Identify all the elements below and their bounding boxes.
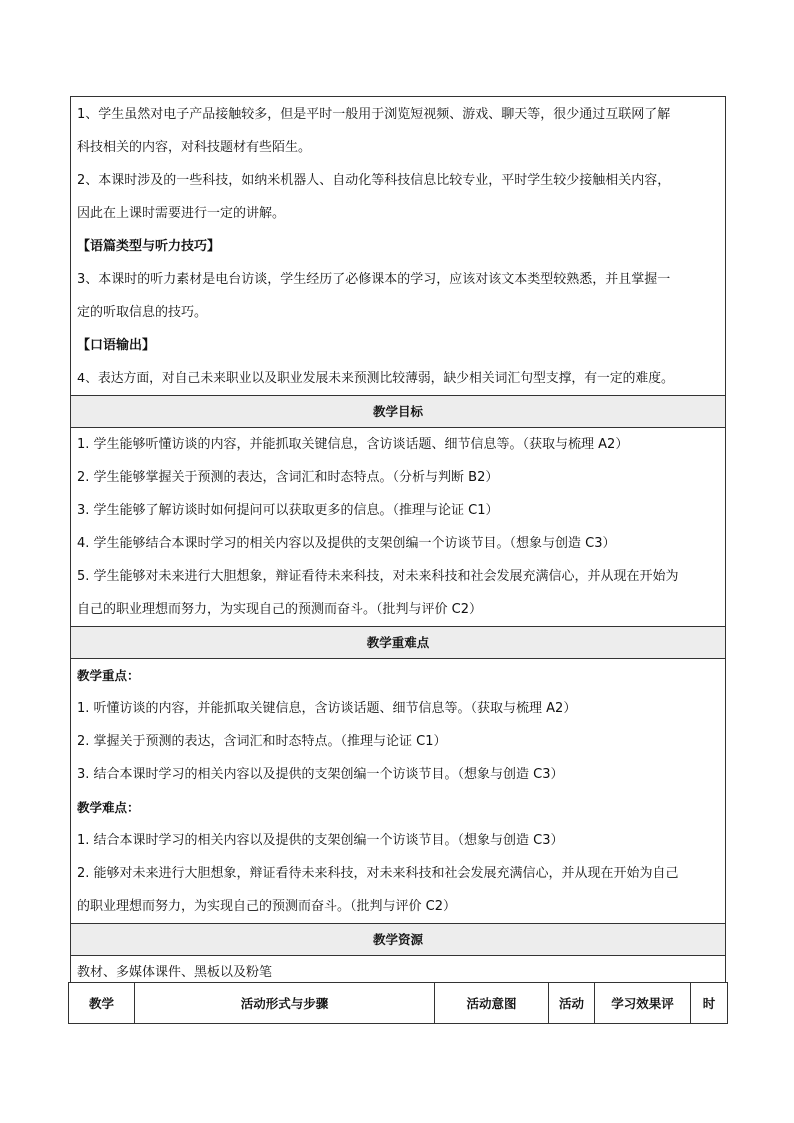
analysis-para-3: 3、本课时的听力素材是电台访谈，学生经历了必修课本的学习，应该对该文本类型较熟悉，并且掌握一	[77, 272, 671, 287]
activity-table-header	[68, 982, 728, 1024]
col-activity-intent: 活动意图	[435, 983, 549, 1023]
student-analysis-cell	[70, 96, 726, 396]
analysis-para-2: 2、本课时涉及的一些科技，如纳米机器人、自动化等科技信息比较专业，平时学生较少接触相关内容，	[77, 173, 671, 188]
lesson-plan-document	[70, 96, 726, 990]
analysis-para-3-cont: 定的听取信息的技巧。	[77, 305, 208, 320]
analysis-para-1-cont: 科技相关的内容，对科技题材有些陌生。	[77, 140, 312, 155]
text-type-heading: 【语篇类型与听力技巧】	[77, 239, 221, 254]
focus-item: 3. 结合本课时学习的相关内容以及提供的支架创编一个访谈节目。（想象与创造 C3）	[77, 767, 564, 782]
focus-label: 教学重点：	[77, 668, 140, 683]
focus-item: 2. 掌握关于预测的表达，含词汇和时态特点。（推理与论证 C1）	[77, 734, 447, 749]
col-activity: 活动	[549, 983, 595, 1023]
difficulty-item: 2. 能够对未来进行大胆想象，辩证看待未来科技，对未来科技和社会发展充满信心，并从现在开始为自己	[77, 866, 679, 881]
objectives-cell	[70, 428, 726, 627]
difficulty-label: 教学难点：	[77, 800, 140, 815]
analysis-para-1: 1、学生虽然对电子产品接触较多，但是平时一般用于浏览短视频、游戏、聊天等，很少通过互联网了解	[77, 107, 671, 122]
difficulty-item: 1. 结合本课时学习的相关内容以及提供的支架创编一个访谈节目。（想象与创造 C3）	[77, 833, 564, 848]
objective-item-cont: 自己的职业理想而努力，为实现自己的预测而奋斗。（批判与评价 C2）	[77, 602, 482, 617]
key-points-header: 教学重难点	[70, 627, 726, 659]
resources-header: 教学资源	[70, 924, 726, 956]
objective-item: 4. 学生能够结合本课时学习的相关内容以及提供的支架创编一个访谈节目。（想象与创造 C3）	[77, 536, 616, 551]
col-time: 时	[702, 996, 716, 1011]
key-points-cell	[70, 659, 726, 924]
col-teaching: 教学	[69, 983, 135, 1023]
objective-item: 5. 学生能够对未来进行大胆想象，辩证看待未来科技，对未来科技和社会发展充满信心，并从现在开始为	[77, 569, 679, 584]
col-activity-steps: 活动形式与步骤	[135, 983, 435, 1023]
difficulty-item-cont: 的职业理想而努力，为实现自己的预测而奋斗。（批判与评价 C2）	[77, 899, 456, 914]
objective-item: 1. 学生能够听懂访谈的内容，并能抓取关键信息，含访谈话题、细节信息等。（获取与梳理 A2）	[77, 437, 629, 452]
objectives-header: 教学目标	[70, 396, 726, 428]
focus-item: 1. 听懂访谈的内容，并能抓取关键信息，含访谈话题、细节信息等。（获取与梳理 A2）	[77, 701, 577, 716]
objective-item: 3. 学生能够了解访谈时如何提问可以获取更多的信息。（推理与论证 C1）	[77, 503, 499, 518]
resources-text: 教材、多媒体课件、黑板以及粉笔	[77, 965, 273, 980]
analysis-para-4: 4、表达方面，对自己未来职业以及职业发展未来预测比较薄弱，缺少相关词汇句型支撑，有一定的难度。	[77, 371, 674, 386]
analysis-para-2-cont: 因此在上课时需要进行一定的讲解。	[77, 206, 286, 221]
oral-output-heading: 【口语输出】	[77, 338, 156, 353]
col-learning-effect: 学习效果评	[595, 983, 691, 1023]
objective-item: 2. 学生能够掌握关于预测的表达，含词汇和时态特点。（分析与判断 B2）	[77, 470, 499, 485]
